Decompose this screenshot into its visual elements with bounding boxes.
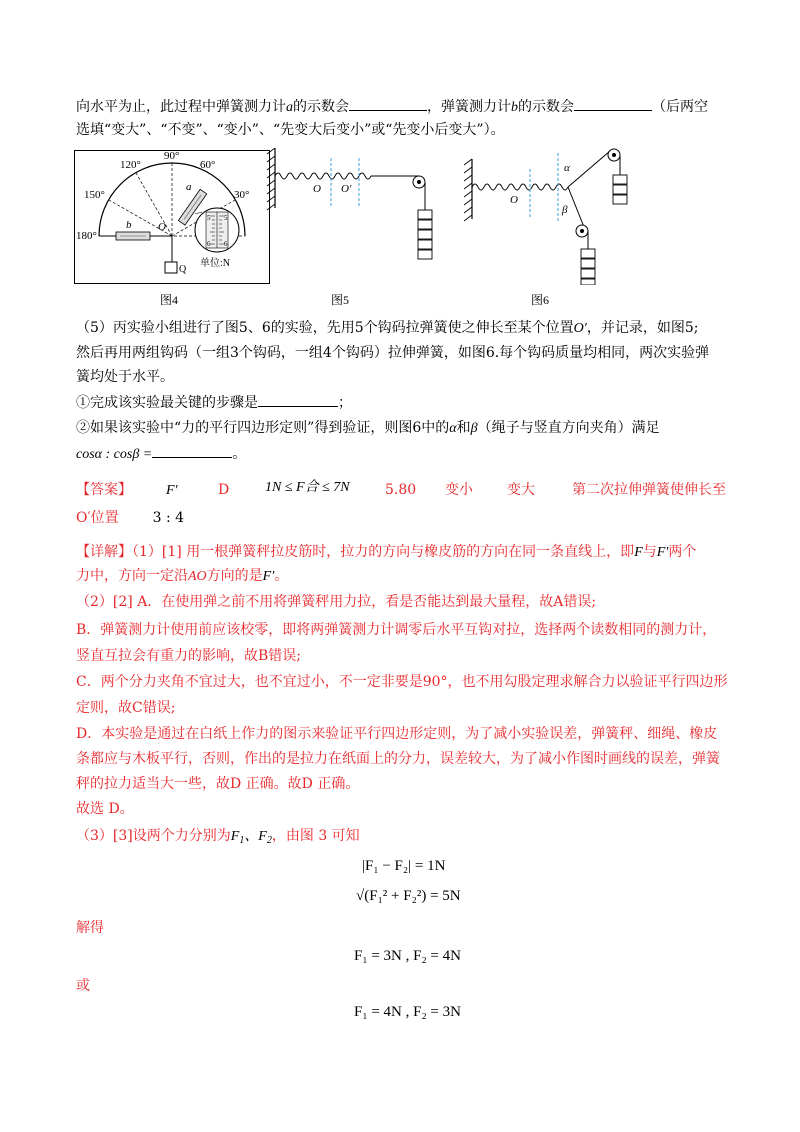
label-a: a <box>186 181 192 193</box>
text: 方向的是 <box>206 568 263 584</box>
part5-q2 <box>76 418 660 439</box>
detail-line-8: D．本实验是通过在白纸上作力的图示来验证平行四边形定则，为了减小实验误差，弹簧秤、细绳、橡皮 <box>76 726 718 742</box>
detail-label: 【详解】 <box>76 544 132 560</box>
detail-line-9: 条都应与木板平行，否则，作出的是拉力在纸面上的分力，误差较大，为了减小作图时画线的误差，弹簧 <box>76 751 720 767</box>
text: （5）丙实验小组进行了图5、6的实验，先用5个钩码拉弹簧使之伸长至某个位置 <box>76 320 574 336</box>
answer-blank[interactable] <box>574 96 652 111</box>
figure-5 <box>265 148 435 278</box>
text: ，并记录，如图5; <box>586 320 699 336</box>
figure-6-caption: 图6 <box>531 293 550 307</box>
label-O: O <box>313 183 321 195</box>
answer-item: 1N ≤ F合 ≤ 7N <box>265 480 350 495</box>
scale-num: 6 <box>207 240 211 248</box>
angle-label: 30° <box>234 189 250 201</box>
answer-label: 【答案】 <box>76 482 132 498</box>
answer-item: 变大 <box>507 482 535 498</box>
beta: β <box>470 421 478 436</box>
text: 。 <box>274 568 289 584</box>
equation-1: |F₁ − F₂| = 1N <box>362 858 446 874</box>
detail-line-10: 秤的拉力适当大一些，故D 正确。故D 正确。 <box>76 776 360 792</box>
detail-line-4: B．弹簧测力计使用前应该校零，即将两弹簧测力计调零后水平互钩对拉，选择两个读数相同的测力计， <box>76 622 717 638</box>
text: （1）[1] 用一根弹簧秤拉皮筋时，拉力的方向与橡皮筋的方向在同一条直线上，即 <box>132 544 635 560</box>
label-O-prime: O' <box>341 183 352 195</box>
unit-label: 单位:N <box>200 258 230 269</box>
part5-ratio <box>76 443 246 465</box>
answer-line-2 <box>76 508 184 528</box>
angle-label: 60° <box>200 159 216 171</box>
text: ； <box>338 395 352 411</box>
text: （绳子与竖直方向夹角）满足 <box>477 420 660 436</box>
scale-num: 5 <box>224 214 228 222</box>
part5-line-1 <box>76 318 698 339</box>
solution-2: F₁ = 4N , F₂ = 3N <box>354 1004 461 1020</box>
ratio-expression: cosα : cosβ = <box>76 447 153 462</box>
part5-line-3: 簧均处于水平。 <box>76 369 174 385</box>
figure-4 <box>74 150 270 286</box>
text: 两个 <box>668 544 697 560</box>
label-beta: β <box>562 204 568 216</box>
detail-line-1 <box>76 542 696 563</box>
text: O′位置 <box>76 510 119 526</box>
var-b: b <box>511 100 518 115</box>
text: 的示数会 <box>518 99 574 115</box>
answer-blank[interactable] <box>152 443 232 458</box>
answer-blank[interactable] <box>258 392 338 407</box>
solve-label: 解得 <box>76 920 104 936</box>
part5-line-2: 然后再用两组钩码（一组3个钩码，一组4个钩码）拉伸弹簧，如图6.每个钩码质量均相同，两次实验弹 <box>76 345 710 361</box>
F: F <box>634 545 643 560</box>
text: 与 <box>642 544 657 560</box>
AO: AO <box>188 569 207 584</box>
text: 和 <box>456 420 471 436</box>
text: 的示数会 <box>293 99 349 115</box>
detail-line-7: 定则，故C错误; <box>76 700 176 716</box>
F-prime: F′ <box>262 569 275 584</box>
text: ①完成该实验最关键的步骤是 <box>76 395 258 411</box>
text: ，由图 3 可知 <box>271 828 360 844</box>
text: ，弹簧测力计 <box>427 99 511 115</box>
part3-intro: （3）[3]设两个力分别为$F_1$、$F_2$，由图 3 可知 <box>76 828 360 846</box>
text: 。 <box>232 446 247 462</box>
text: ②如果该实验中“力的平行四边形定则”得到验证，则图6中的 <box>76 420 450 436</box>
label-O: O <box>510 194 518 206</box>
detail-line-3: （2）[2] A．在使用弹之前不用将弹簧秤用力拉，看是否能达到最大量程，故A错误; <box>76 594 597 610</box>
intro-line-2: 选填“变大”、“不变”、“变小”、“先变大后变小”或“先变小后变大”）。 <box>76 122 505 138</box>
angle-label: 180° <box>76 230 97 242</box>
equation-2: √(F₁² + F₂²) = 5N <box>356 888 461 904</box>
solution-1: F₁ = 3N , F₂ = 4N <box>354 948 461 964</box>
label-b: b <box>126 219 132 231</box>
text: （后两空 <box>652 99 708 115</box>
angle-label: 150° <box>84 189 105 201</box>
scale-num: 6 <box>224 240 228 248</box>
text: （3）[3]设两个力分别为 <box>76 828 231 844</box>
text: 力中，方向一定沿 <box>76 568 188 584</box>
label-alpha: α <box>564 162 570 174</box>
label-Q: Q <box>179 264 187 275</box>
O-prime: O′ <box>573 321 587 336</box>
figure-5-caption: 图5 <box>331 293 350 307</box>
or-label: 或 <box>76 978 90 994</box>
detail-line-5: 竖直互拉会有重力的影响，故B错误; <box>76 648 302 664</box>
var-a: a <box>286 100 293 115</box>
detail-line-11: 故选 D。 <box>76 801 134 817</box>
scale-num: 5 <box>207 214 211 222</box>
part5-q1 <box>76 392 352 413</box>
label-O: O <box>158 221 166 233</box>
detail-line-2 <box>76 566 288 587</box>
alpha: α <box>449 421 457 436</box>
figure-6 <box>460 145 640 285</box>
F-prime: F′ <box>656 545 669 560</box>
angle-label: 120° <box>120 159 141 171</box>
answer-item: D <box>218 482 230 498</box>
answer-item: 变小 <box>445 482 473 498</box>
answer-blank[interactable] <box>349 96 427 111</box>
figure-4-caption: 图4 <box>160 293 179 307</box>
answer-item: 第二次拉伸弹簧使伸长至 <box>572 482 726 498</box>
answer-item: 5.80 <box>385 482 417 498</box>
angle-label: 90° <box>164 150 180 162</box>
intro-line-1 <box>76 96 708 118</box>
text: 向水平为止，此过程中弹簧测力计 <box>76 99 286 115</box>
text: 3 : 4 <box>152 510 185 526</box>
detail-line-6: C．两个分力夹角不宜过大，也不宜过小，不一定非要是90°，也不用勾股定理求解合力以验证平行四边形 <box>76 674 728 690</box>
answer-item: F′ <box>166 483 178 498</box>
